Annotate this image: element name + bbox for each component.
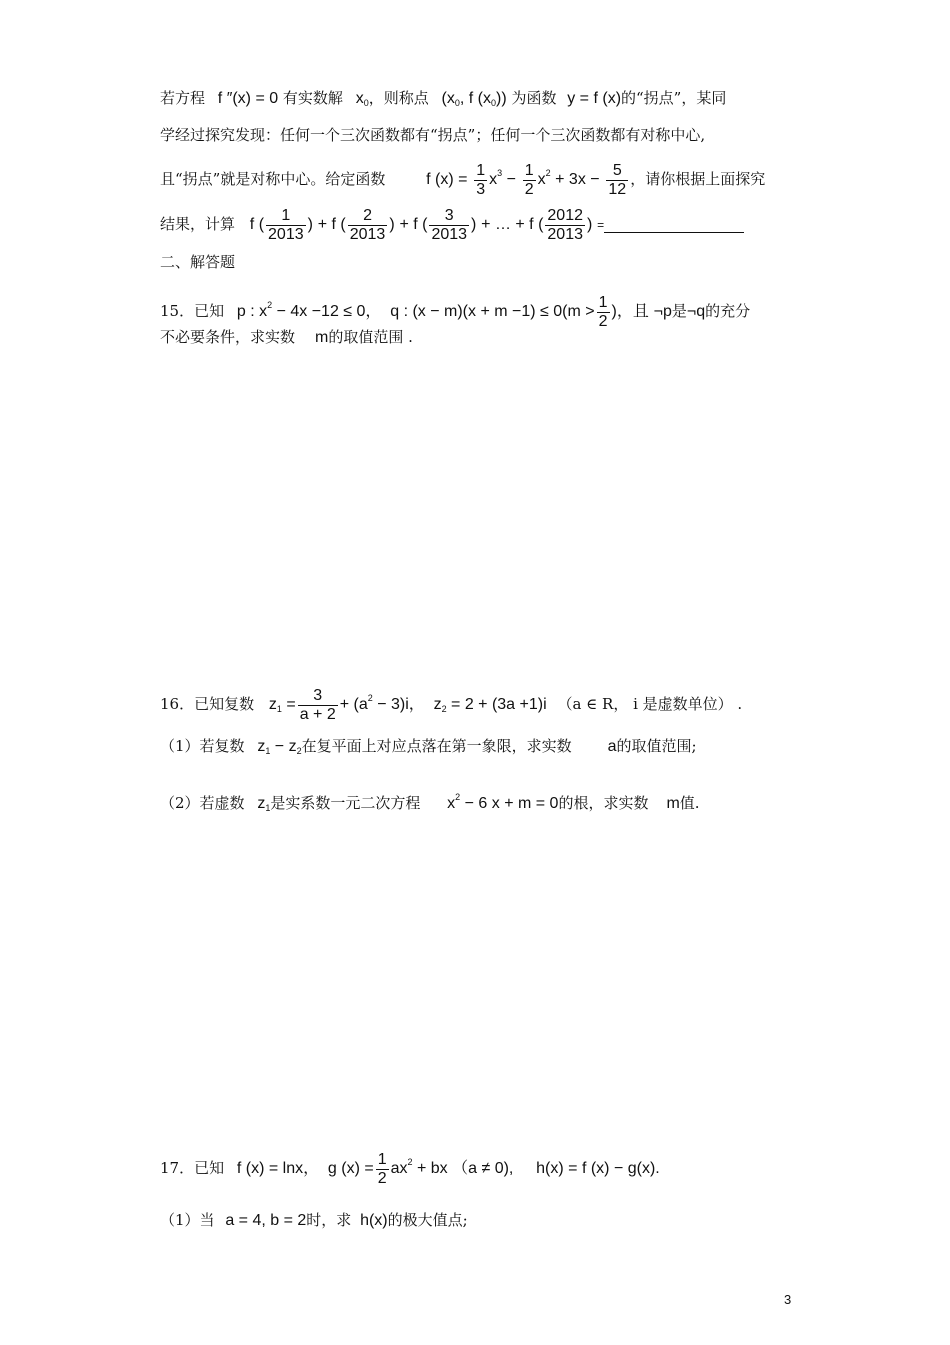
fraction: $\frac{2}{2013}$	[349, 206, 386, 243]
fraction: $\frac{1}{2}$	[377, 1150, 387, 1187]
math-expr: (x	[441, 90, 455, 107]
math-expr: f (	[249, 216, 265, 233]
q14-line-4: 结果，计算 f ( $\frac{1}{2013}$ ) + f ( $\frac{2}{2013}$ ) + f ( $\frac{3}{2013}$ ) + … + f ( $\frac{2012}{2013}$ ) =	[160, 200, 744, 249]
fraction: $\frac{5}{12}$	[608, 161, 627, 198]
q17-part-1: （1）当 a = 4, b = 2时，求 h(x)的极大值点;	[160, 1211, 468, 1229]
q16-part-1: （1）若复数 $z_1 - z_2$在复平面上对应点落在第一象限，求实数 a的取值范围;	[160, 737, 697, 756]
q14-line-2	[160, 124, 705, 146]
math-expr: h(x) = f (x) − g(x).	[536, 1160, 660, 1177]
text: 15．已知	[160, 302, 225, 320]
text: 学经过探究发现：任何一个三次函数都有“拐点”；任何一个三次函数都有对称中心,	[160, 126, 706, 144]
q16-part-2: （2）若虚数 $z_1$是实系数一元二次方程 $x^2 - 6$ x + m = 0的根，求实数 m值.	[160, 792, 700, 813]
text: 为函数	[511, 89, 557, 107]
math-expr: q : (x − m)(x + m −1) ≤ 0(m >	[390, 303, 595, 320]
math-expr: f (x) =	[426, 171, 468, 188]
fraction: $\frac{1}{2013}$	[268, 206, 304, 243]
text: 若方程	[160, 89, 206, 107]
fraction: $\frac{2012}{2013}$	[547, 206, 583, 243]
math-expr: y = f (x)	[567, 90, 622, 107]
q17-line-1: 17．已知 f (x) = lnx， g (x) = $\frac{1}{2}$ $ax^2$ + bx （a ≠ 0), h(x) = f (x) − g(x).	[160, 1150, 660, 1187]
text: （a ∈ R， i 是虚数单位） .	[557, 695, 743, 713]
text: 且“拐点”就是对称中心。给定函数	[160, 170, 386, 188]
math-expr: x	[489, 171, 498, 188]
text: ，请你根据上面探究	[630, 170, 766, 188]
page-number: 3	[784, 1292, 792, 1307]
math-expr: x	[355, 90, 364, 107]
answer-blank	[604, 218, 744, 233]
text: 有实数解	[282, 89, 343, 107]
q14-line-3: 且“拐点”就是对称中心。给定函数 f (x) = $\frac{1}{3}$ $x^3$ − $\frac{1}{2}$ $x^2 + 3x$ − $\frac{5}{12}$ ，请你根据上面探究	[160, 161, 766, 198]
math-expr: g (x) =	[327, 1160, 374, 1177]
fraction: $\frac{1}{3}$	[476, 161, 486, 198]
section-title: 二、解答题	[160, 253, 236, 271]
text: 结果，计算	[160, 215, 236, 233]
fraction: $\frac{1}{2}$	[598, 293, 608, 330]
math-expr: f ″(x) = 0	[217, 90, 279, 107]
fraction: $\frac{3}{2013}$	[431, 206, 468, 243]
fraction: $\frac{1}{2}$	[524, 161, 534, 198]
fraction: $\frac{3}{a + 2}$	[299, 686, 336, 723]
text: 的“拐点”，某同	[621, 89, 727, 107]
math-expr: ))	[496, 90, 507, 107]
text: 17．已知	[160, 1159, 225, 1177]
text: 16．已知复数	[160, 695, 255, 713]
math-expr: f (x) = lnx，	[236, 1160, 320, 1177]
q15-line-2: 不必要条件，求实数 m的取值范围 .	[160, 328, 413, 346]
text: ，则称点	[368, 89, 429, 107]
q16-line-1: 16．已知复数 $z_1$ = $\frac{3}{a + 2}$ + $(a^2 - 3)i$， $z_2 = 2 + (3a +1)i$ （a ∈ R， i 是虚数单位） .	[160, 686, 743, 723]
q14-line-1: 若方程 f ″(x) = 0 有实数解 $x_0$，则称点 ($x_0$, f $(x_0)$) 为函数 y = f (x)的“拐点”，某同	[160, 89, 727, 108]
math-expr: , f (x	[459, 90, 491, 107]
q15-line-1: 15．已知 p : $x^2 - 4x -12 \le 0$， q : (x − m)(x + m −1) ≤ 0(m > $\frac{1}{2}$ )，且 ¬p是¬q的充分	[160, 293, 751, 330]
math-expr: x	[537, 171, 546, 188]
